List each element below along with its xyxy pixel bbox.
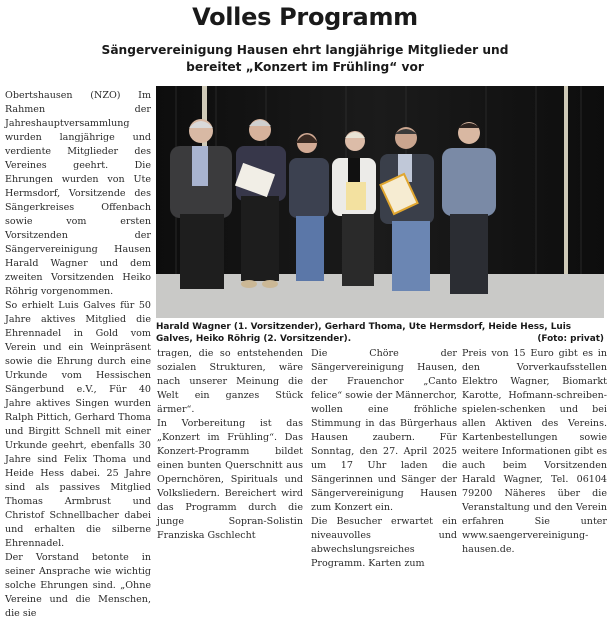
group-photo [156,86,604,318]
subheadline [0,42,610,76]
caption-text: Harald Wagner (1. Vorsitzender), Gerhard Thoma, Ute Hermsdorf, Heide Hess, Luis Galves, Heiko Röhrig (2. Vorsitzender). [156,322,572,344]
group-photo-illustration [156,86,604,318]
paragraph: Der Vorstand betonte in seiner Ansprache wie wichtig solche Ehrungen sind. „Ohne Vereine und die Menschen, die sie [5,552,151,619]
subheadline-line-1: Sängervereinigung Hausen ehrt langjährige Mitglieder und [101,43,509,57]
paragraph: So erhielt Luis Galves für 50 Jahre aktives Mitglied die Ehrennadel in Gold vom Verein und ein Weinpräsent sowie die Ehrung durch eine Urkunde vom Hessischen Sängerbund e.V., Für 40 Jahre aktives Singen wurden Ralph Pittich, Gerhard Thoma und Birgitt Schnell mit einer Urkunde geehrt, ebenfalls 30 Jahre sind Felix Thoma und Heide Hess dabei. 25 Jahre sind als passives Mitglied Thomas Armbrust und Christof Schnellbacher dabei und erhalten die silberne Ehrennadel. [5,300,151,549]
paragraph: Die Besucher erwartet ein niveauvolles und abwechslungsreiches Programm. Karten zum [311,516,457,569]
article-column-4 [462,347,607,557]
article-column-2 [157,347,303,543]
headline: Volles Programm [192,3,418,31]
photo-credit: (Foto: privat) [537,334,604,344]
paragraph: In Vorbereitung ist das „Konzert im Frühling“. Das Konzert-Programm bildet einen bunten Querschnitt aus Opernchören, Spirituals und Volksliedern. Bereichert wird das Programm durch die junge Sopran-Solistin Franziska Gschlecht [157,418,303,541]
article-column-1 [5,89,151,621]
paragraph: tragen, die so entstehenden sozialen Strukturen, wäre nach unserer Meinung die Welt ein ganzes Stück ärmer“. [157,348,303,415]
paragraph: Obertshausen (NZO) Im Rahmen der Jahreshauptversammlung wurden langjährige und verdiente Mitglieder des Vereines geehrt. Die Ehrungen wurden von Ute Hermsdorf, Vorsitzende des Sängerkreises Offenbach sowie vom ersten Vorsitzenden der Sängervereinigung Hausen Harald Wagner und dem zweiten Vorsitzenden Heiko Röhrig vorgenommen. [5,90,151,297]
paragraph: Die Chöre der Sängervereinigung Hausen, der Frauenchor „Canto felice“ sowie der Männerchor, wollen eine fröhliche Stimmung in das Bürgerhaus Hausen zaubern. Für Sonntag, den 27. April 2025 um 17 Uhr laden die Sängerinnen und Sänger der Sängervereinigung Hausen zum Konzert ein. [311,348,457,513]
paragraph: Preis von 15 Euro gibt es in den Vorverkaufsstellen Elektro Wagner, Biomarkt Karotte, Hofmann-schreiben-spielen-schenken und bei allen Aktiven des Vereins. Kartenbestellungen sowie weitere Informationen gibt es auch beim Vorsitzenden Harald Wagner, Tel. 06104 79200 Näheres über die Veranstaltung und den Verein erfahren Sie unter www.saengervereinigung-hausen.de. [462,348,607,555]
subheadline-line-2: bereitet „Konzert im Frühling“ vor [186,60,424,74]
article-column-3 [311,347,457,571]
photo-caption [156,321,604,345]
curtain-gap-right [564,86,568,276]
